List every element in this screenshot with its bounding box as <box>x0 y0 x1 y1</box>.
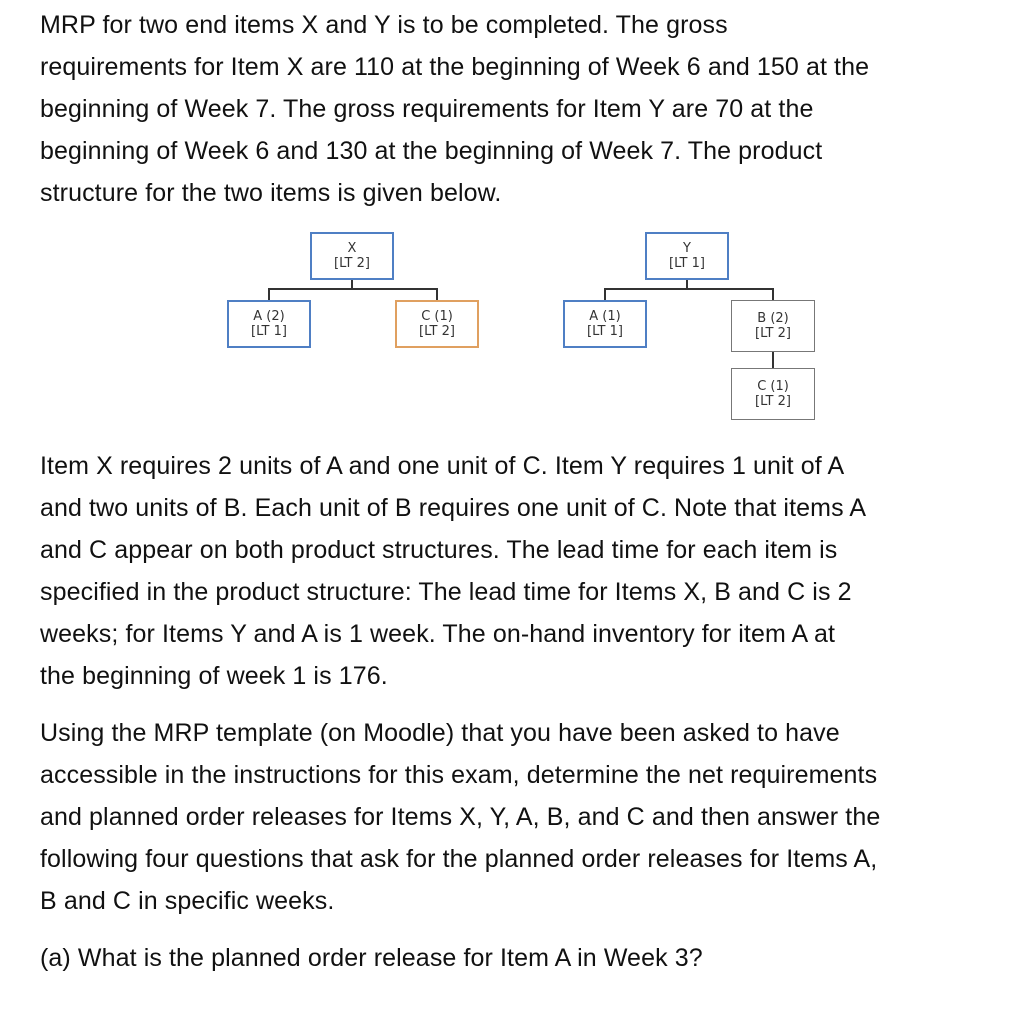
connector-line <box>604 288 774 290</box>
instructions-line: accessible in the instructions for this exam, determine the net requirements <box>40 761 878 789</box>
node-lead-time: [LT 2] <box>755 326 791 341</box>
node-name: A (2) <box>253 309 285 324</box>
x-child-c-node <box>395 300 479 348</box>
connector-line <box>436 288 438 302</box>
details-line: specified in the product structure: The lead time for Items X, B and C is 2 <box>40 578 852 606</box>
instructions-line: following four questions that ask for the planned order releases for Items A, <box>40 845 878 873</box>
node-name: Y <box>683 241 691 256</box>
intro-line: requirements for Item X are 110 at the beginning of Week 6 and 150 at the <box>40 53 870 81</box>
connector-line <box>772 288 774 302</box>
node-lead-time: [LT 2] <box>755 394 791 409</box>
connector-line <box>604 288 606 302</box>
node-name: A (1) <box>589 309 621 324</box>
question-a-text: (a) What is the planned order release for Item A in Week 3? <box>40 944 703 972</box>
instructions-line: B and C in specific weeks. <box>40 887 335 915</box>
instructions-paragraph <box>40 712 1008 922</box>
connector-line <box>772 352 774 369</box>
y-child-b-node <box>731 300 815 352</box>
y-child-a-node <box>563 300 647 348</box>
details-line: the beginning of week 1 is 176. <box>40 662 388 690</box>
x-child-a-node <box>227 300 311 348</box>
node-lead-time: [LT 1] <box>669 256 705 271</box>
details-line: weeks; for Items Y and A is 1 week. The on-hand inventory for item A at <box>40 620 836 648</box>
question-a <box>40 937 1008 979</box>
connector-line <box>268 288 270 302</box>
y-root-node <box>645 232 729 280</box>
node-lead-time: [LT 1] <box>251 324 287 339</box>
intro-paragraph <box>40 4 1008 214</box>
details-paragraph <box>40 445 1008 697</box>
connector-line <box>686 280 688 289</box>
node-name: X <box>347 241 357 256</box>
node-lead-time: [LT 1] <box>587 324 623 339</box>
details-line: Item X requires 2 units of A and one unit of C. Item Y requires 1 unit of A <box>40 452 845 480</box>
instructions-line: Using the MRP template (on Moodle) that you have been asked to have <box>40 719 840 747</box>
node-name: B (2) <box>757 311 789 326</box>
x-root-node <box>310 232 394 280</box>
y-grandchild-c-node <box>731 368 815 420</box>
intro-line: beginning of Week 7. The gross requirements for Item Y are 70 at the <box>40 95 814 123</box>
details-line: and two units of B. Each unit of B requires one unit of C. Note that items A <box>40 494 867 522</box>
connector-line <box>351 280 353 289</box>
node-lead-time: [LT 2] <box>334 256 370 271</box>
node-name: C (1) <box>421 309 453 324</box>
details-line: and C appear on both product structures. The lead time for each item is <box>40 536 838 564</box>
node-name: C (1) <box>757 379 789 394</box>
intro-line: MRP for two end items X and Y is to be completed. The gross <box>40 11 728 39</box>
instructions-line: and planned order releases for Items X, Y, A, B, and C and then answer the <box>40 803 881 831</box>
node-lead-time: [LT 2] <box>419 324 455 339</box>
intro-line: beginning of Week 6 and 130 at the beginning of Week 7. The product <box>40 137 823 165</box>
intro-line: structure for the two items is given below. <box>40 179 502 207</box>
connector-line <box>268 288 438 290</box>
